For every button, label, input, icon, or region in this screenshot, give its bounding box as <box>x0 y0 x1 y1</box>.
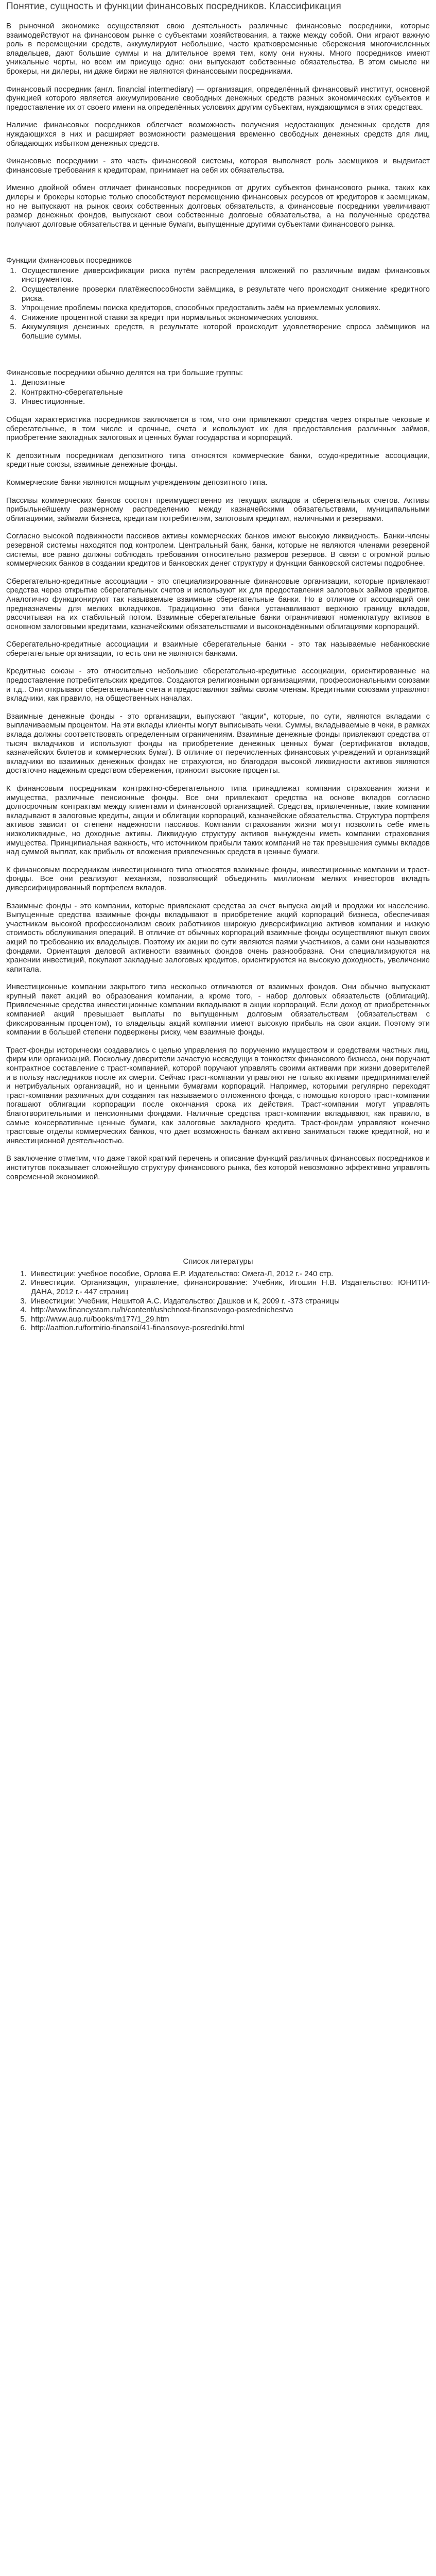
groups-section <box>6 368 430 406</box>
functions-list <box>6 266 430 341</box>
paragraph: К финансовым посредникам инвестиционного типа относятся взаимные фонды, инвестиционные компании и траст-фонды. Все они реализуют механизм, позволяющий объединить миллионам мелких инвесторов вкладть диверсифицированный портфелем вкладов. <box>6 865 430 892</box>
spacer <box>6 1190 430 1257</box>
paragraph: Общая характеристика посредников заключается в том, что они привлекают средства через открытые чековые и сберегательные, в том числе и срочные, счета и используют их для предоставления различных займов, приобретение закладных залоговых и ценных бумаг государства и корпораций. <box>6 415 430 443</box>
list-item: 4. Снижение процентной ставки за кредит при нормальных экономических условиях. <box>19 313 430 323</box>
paragraph: Взаимные денежные фонды - это организации, выпускают "акции", которые, по сути, являются вкладами с выплачиваемым процентом. На эти вклады клиенты могут выписывать чеки. Суммы, вкладываемые в чеки, в рамках вклада должны соответствовать определенным ограничениям. Взаимные денежные фонды привлекают средства от тысяч вкладчиков и используют фонды на приобретение денежных ценных бумаг (сертификатов вкладов, казначейских билетов и коммерческих бумаг). В отличие от перечисленных финансовых учреждений и организаций вкладчики во взаимных денежных фондах не страхуются, но благодаря высокой ликвидности активов являются достаточно надежным средством сбережения, приносит высокие проценты. <box>6 711 430 775</box>
paragraph: Пассивы коммерческих банков состоят преимущественно из текущих вкладов и сберегательных счетов. Активы прибыльнейшему размерному распределению между казначейскими обязательствами, муниципальными облигациями, займами бизнеса, кредитам потребителям, залоговым кредитам, наличными и резервами. <box>6 496 430 523</box>
intro-section <box>6 22 430 229</box>
list-item: 3. Инвестиционные. <box>19 397 430 406</box>
groups-heading: Финансовые посредники обычно делятся на три большие группы: <box>6 368 243 377</box>
page-title: Понятие, сущность и функции финансовых посредников. Классификация <box>6 1 341 12</box>
reference-link[interactable]: 5. http://www.aup.ru/books/m177/1_29.htm <box>29 1315 430 1324</box>
paragraph: Кредитные союзы - это относительно небольшие сберегательно-кредитные ассоциации, ориентированные на предоставление потребительских кредитов. Создаются религиозными организациями, профессиональными союзами и т.д.. Они открывают сберегательные счета и предоставляют займы своим членам. Кредитными союзами управляют вкладчики, как правило, на общественных началах. <box>6 667 430 703</box>
paragraph: Сберегательно-кредитные ассоциации и взаимные сберегательные банки - это так называемые небанковские сберегательные организации, то есть они не являются банками. <box>6 640 430 658</box>
list-item: 2. Контрактно-сберегательные <box>19 388 430 397</box>
paragraph: К депозитным посредникам депозитного типа относятся коммерческие банки, ссудо-кредитные ассоциации, кредитные союзы, взаимные денежные фонды. <box>6 451 430 469</box>
spacer <box>6 350 430 368</box>
paragraph: Именно двойной обмен отличает финансовых посредников от других субъектов финансового рынка, таких как дилеры и брокеры которые только способствуют перемещению финансовых ресурсов от кредиторов к заемщикам, но не выпускают на рынок своих собственных долговых обязательств, а финансовые посредники увеличивают размер денежных фондов, выпускают свои собственные долговые обязательства, а на полученные средства получают долговые обязательства и ценные бумаги, выпущенные другими субъектами финансового рынка. <box>6 183 430 229</box>
list-item: 2. Осуществление проверки платёжеспособности заёмщика, в результате чего происходит снижение кредитного риска. <box>19 285 430 303</box>
paragraph: Инвестиционные компании закрытого типа несколько отличаются от взаимных фондов. Они обычно выпускают крупный пакет акций во образования компании, а кроме того, - набор долговых обязательств (облигаций). Привлеченные средства инвестиционные компании вкладывают в акции корпораций. Если доход от приобретенных компанией акций превышает выплаты по выпущенным долговым обязательствам (обязательствам с фиксированным процентом), то владельцы акций компании имеют высокую прибыль на свои акции. Поэтому эти компании в большей степени подвержены риску, чем взаимные фонды. <box>6 982 430 1037</box>
definition-paragraph: Финансовый посредник (англ. financial intermediary) — организация, определённый финансовый институт, основной функцией которого является аккумулирование свободных денежных средств разных экономических субъектов и предоставление их от своего имени на определённых условиях другим субъектам, нуждающимся в этих средствах. <box>6 84 430 112</box>
reference-item: 3. Инвестиции: Учебник, Нешитой А.С. Издательство: Дашков и К, 2009 г. -373 страницы <box>29 1297 430 1306</box>
references-list <box>6 1269 430 1333</box>
functions-section <box>6 256 430 341</box>
reference-link[interactable]: 6. http://aattion.ru/formirio-finansoi/41-finansovye-posredniki.html <box>29 1324 430 1333</box>
paragraph: Согласно высокой подвижности пассивов активы коммерческих банков имеют высокую ликвидность. Банки-члены резервной системы находятся под контролем. Центральный банк, банки, которые не являются членами резервной системы, все равно должны соблюдать требования относительно размеров резервов. В связи с огромной ролью коммерческих банков в создании кредитов и банковских денег структуру и функции банковской системы подробнее. <box>6 532 430 568</box>
list-item: 1. Депозитные <box>19 378 430 387</box>
paragraph: В рыночной экономике осуществляют свою деятельность различные финансовые посредники, которые взаимодействуют на финансовом рынке с субъектами хозяйствования, а также между собой. Они играют важную роль в перемещении средств, аккумулируют небольшие, часто кратковременные сбережения многочисленных владельцев, дают большие суммы и на длительное время тем, кому они нужны. Много посредников имеют уникальные черты, но всем им присуще одно: они выпускают собственные обязательства. В этом смысле ни брокеры, ни дилеры, ни даже биржи не являются финансовыми посредниками. <box>6 22 430 76</box>
paragraph: Коммерческие банки являются мощным учреждениям депозитного типа. <box>6 478 268 487</box>
paragraph: Сберегательно-кредитные ассоциации - это специализированные финансовые организации, которые привлекают средства через открытие сберегательных счетов и используют их для предоставления залоговых займов кредитов. Аналогично функционируют так называемые взаимные сберегательные банки. Но в отличие от ассоциаций они предназначены для мелких вкладчиков. Традиционно эти банки устанавливают верхнюю границу вкладов, рассчитывая на их стабильный потом. Взаимные сберегательные банки ограничивают номенклатуру активов в основном залоговыми кредитами, казначейскими обязательствами и высоконадёжными облигациями корпораций. <box>6 577 430 631</box>
functions-heading: Функции финансовых посредников <box>6 256 132 265</box>
groups-list <box>6 378 430 406</box>
list-item: 5. Аккумуляция денежных средств, в результате которой происходит удовлетворение спроса заёмщиков на большие суммы. <box>19 323 430 341</box>
conclusion-paragraph: В заключение отметим, что даже такой краткий перечень и описание функций различных финансовых посредников и институтов показывает сложнейшую структуру финансового рынка, без которой невозможно эффективно управлять современной экономикой. <box>6 1154 430 1181</box>
list-item: 3. Упрощение проблемы поиска кредиторов, способных предоставить заём на приемлемых условиях. <box>19 303 430 313</box>
paragraph: Наличие финансовых посредников облегчает возможность получения недостающих денежных средств для нуждающихся в них и расширяет возможности размещения временно свободных денежных средств для лиц, обладающих избытком денежных средств. <box>6 121 430 148</box>
paragraph: Траст-фонды исторически создавались с целью управления по поручению имуществом и средствами частных лиц, фирм или организаций. Поскольку доверители зачастую несведущи в тонкостях финансового бизнеса, они поручают контрактное составление с траст-компанией, которой поручают управлять своими активами при жизни доверителей и в пользу наследников после их смерти. Сейчас траст-компании управляют не только активами предпринимателей и нетрибуальных организаций, но и ценными бумагами корпораций. Например, которыми регулярно переходят траст-компании различных для создания так называемого отложенного фонда, с помощью которого траст-компании погашают облигации корпорации после окончания срока их действия. Траст-компании могут управлять благотворительными и пенсионными фондами. Наличные средства траст-компании вкладывают, как правило, в самые консервативные ценные бумаги, как залоговые закладного кредита. Траст-фондам управляют конечно трастовые отделы коммерческих банков, что дает возможность банкам активно заниматься также кредитной, но и инвестиционной деятельностью. <box>6 1045 430 1145</box>
paragraph: К финансовым посредникам контрактно-сберегательного типа принадлежат компании страхования жизни и имущества, различные пенсионные фонды. Все они привлекают средства на основе вкладов согласно долгосрочным контрактам между клиентами и финансовой организацией. Средства, привлеченные, такие компании вкладывают в залоговые кредиты, акции и облигации корпораций, казначейские обязательства. Структура портфеля активов зависит от степени надежности пассивов. Компании страхования жизни могут позволить себе иметь низколиквидные, но доходные активы. Ликвидную структуру активов вынуждены иметь компании страхования имущества. Принципиальная важность, что источником прибыли таких компаний не так превышения суммы вкладов над суммой выплат, как прибыль от вложения привлеченных средств в ценные бумаги. <box>6 784 430 857</box>
list-item: 1. Осуществление диверсификации риска путём распределения вложений по различным видам финансовых инструментов. <box>19 266 430 284</box>
reference-item: 1. Инвестиции: учебное пособие, Орлова Е.Р. Издательство: Омега-Л, 2012 г.- 240 стр. <box>29 1269 430 1279</box>
paragraph: Взаимные фонды - это компании, которые привлекают средства за счет выпуска акций и продажи их населению. Выпущенные средства взаимные фонды вкладывают в приобретение акций корпораций бизнеса, обеспечивая участникам высокой профессионализм своих работников широкую диверсификацию активов компании и низкую стоимость обслуживания операций. В отличие от обычных корпораций взаимные фонды осуществляют выкуп своих акций по требованию их владельцев. Поэтому их акции по сути являются паями участников, а сами они называются фондами. Ориентация деловой активности взаимных фондов очень разнообразна. Они специализируются на хранении инвестиций, покупают закладные залоговых кредитов, ориентируются на высокую доходность, увеличение капитала. <box>6 901 430 974</box>
references-section <box>6 1257 430 1333</box>
reference-item: 2. Инвестиции. Организация, управление, финансирование: Учебник, Игошин Н.В. Издательство: ЮНИТИ-ДАНА, 2012 г.- 447 страниц <box>29 1278 430 1296</box>
paragraph: Финансовые посредники - это часть финансовой системы, которая выполняет роль заемщиков и выдвигает финансовые требования к кредиторам, принимает на себя их обязательства. <box>6 157 430 175</box>
references-heading: Список литературы <box>183 1257 253 1266</box>
reference-link[interactable]: 4. http://www.financystam.ru/h/content/ushchnost-finansovogo-posrednichestva <box>29 1306 430 1315</box>
spacer <box>6 238 430 256</box>
body-section <box>6 415 430 1181</box>
